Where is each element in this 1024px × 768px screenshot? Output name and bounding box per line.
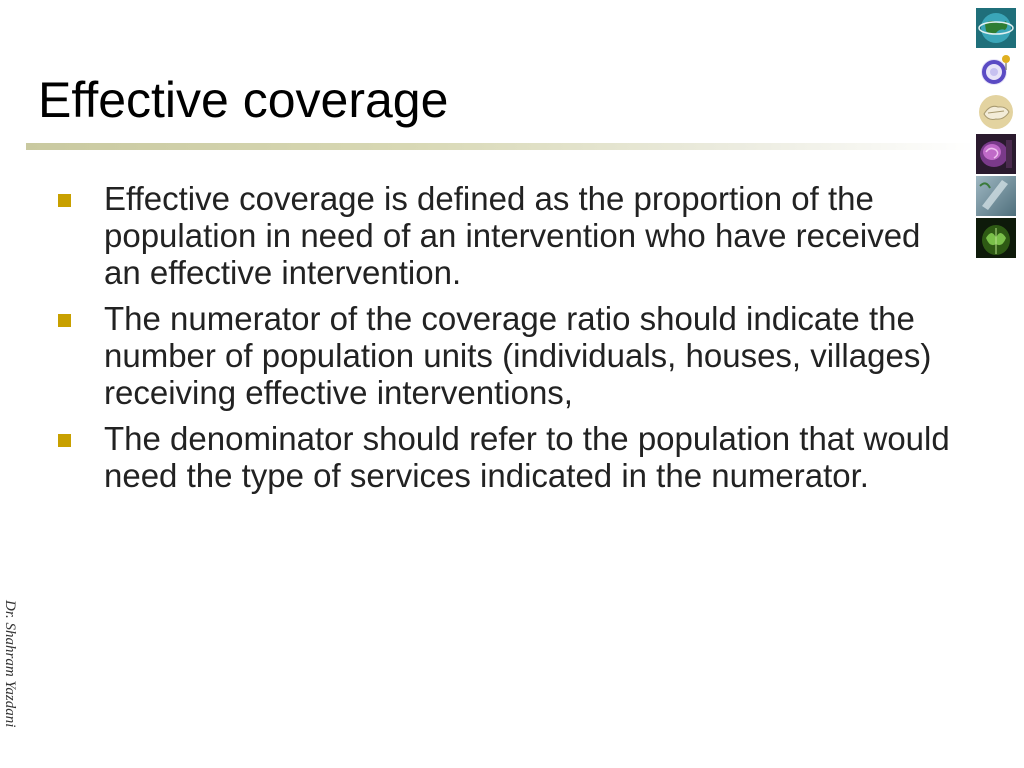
bullet-square-icon bbox=[58, 194, 71, 207]
slide-title: Effective coverage bbox=[38, 72, 449, 128]
bullet-item bbox=[58, 300, 963, 411]
bullet-text: Effective coverage is defined as the proportion of the population in need of an intervention who have received an effective intervention. bbox=[104, 180, 921, 291]
bullet-square-icon bbox=[58, 434, 71, 447]
signature-text: Dr. Shahram Yazdani bbox=[2, 600, 18, 728]
author-signature bbox=[2, 600, 28, 760]
title-underline bbox=[26, 143, 976, 150]
thumbnail-strip bbox=[976, 8, 1016, 260]
bullet-item bbox=[58, 180, 963, 291]
brain-scan-icon bbox=[976, 134, 1016, 174]
brain-mri-icon bbox=[976, 218, 1016, 258]
bullet-item bbox=[58, 420, 963, 494]
bullet-text: The denominator should refer to the population that would need the type of services indicated in the numerator. bbox=[104, 420, 950, 494]
bullet-text: The numerator of the coverage ratio should indicate the number of population units (individuals, houses, villages) receiving effective interventions, bbox=[104, 300, 932, 411]
bullet-square-icon bbox=[58, 314, 71, 327]
globe-icon bbox=[976, 8, 1016, 48]
bullet-list bbox=[58, 180, 963, 503]
lab-slide-icon bbox=[976, 176, 1016, 216]
hands-icon bbox=[976, 92, 1016, 132]
ring-icon bbox=[976, 50, 1016, 90]
